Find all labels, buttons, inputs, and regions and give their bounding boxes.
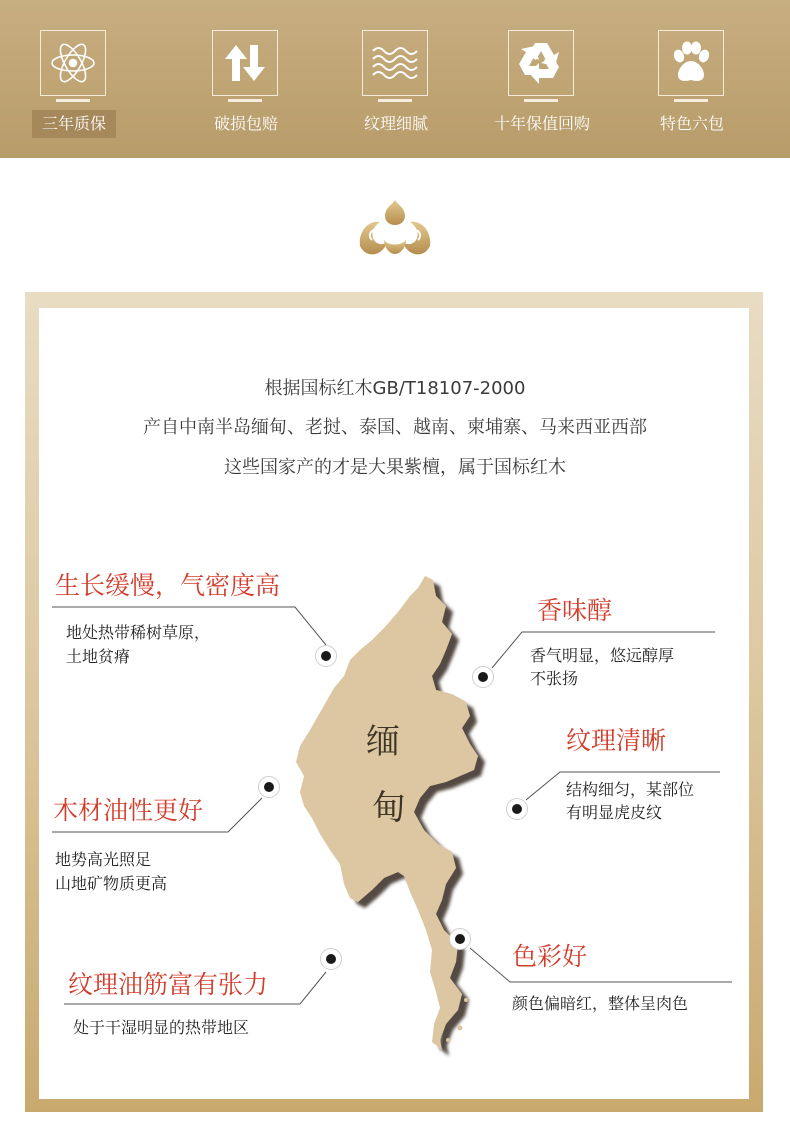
callout-oil-desc-1: 地势高光照足 (55, 850, 152, 869)
callout-grain-title: 纹理清晰 (566, 726, 667, 755)
callout-color-title: 色彩好 (512, 942, 588, 971)
marker-grain[interactable] (506, 798, 528, 820)
callout-growth-desc-1: 地处热带稀树草原， (66, 623, 211, 642)
callout-color-desc-1: 颜色偏暗红，整体呈肉色 (512, 994, 689, 1013)
intro-line-origin: 产自中南半岛缅甸、老挝、泰国、越南、柬埔寨、马来西亚西部 (143, 417, 647, 438)
map-label-mian: 缅 (366, 722, 400, 762)
callout-aroma-desc-1: 香气明显，悠远醇厚 (530, 646, 675, 665)
callout-growth-desc-2: 土地贫瘠 (66, 647, 131, 666)
marker-oil[interactable] (258, 776, 280, 798)
map-label-dian: 甸 (372, 788, 406, 828)
callout-tension-title: 纹理油筋富有张力 (68, 970, 269, 999)
feature-label: 三年质保 (32, 110, 116, 138)
feature-label: 破损包赔 (213, 114, 278, 133)
callout-growth-title: 生长缓慢，气密度高 (55, 571, 281, 600)
feature-label: 特色六包 (659, 114, 724, 133)
marker-color[interactable] (449, 928, 471, 950)
marker-tension[interactable] (320, 948, 342, 970)
marker-growth[interactable] (315, 645, 337, 667)
intro-line-conclusion: 这些国家产的才是大果紫檀，属于国标红木 (224, 457, 566, 478)
intro-line-standard: 根据国标红木GB/T18107-2000 (264, 378, 526, 399)
marker-aroma[interactable] (472, 666, 494, 688)
feature-label: 十年保值回购 (493, 114, 590, 133)
callout-grain-desc-1: 结构细匀，某部位 (566, 780, 695, 799)
callout-grain-desc-2: 有明显虎皮纹 (566, 803, 663, 822)
callout-aroma-desc-2: 不张扬 (530, 669, 579, 688)
callout-tension-desc-1: 处于干湿明显的热带地区 (73, 1018, 250, 1037)
feature-label: 纹理细腻 (363, 114, 428, 133)
callout-aroma-title: 香味醇 (537, 596, 613, 625)
callout-oil-desc-2: 山地矿物质更高 (55, 874, 168, 893)
callout-oil-title: 木材油性更好 (53, 796, 204, 825)
